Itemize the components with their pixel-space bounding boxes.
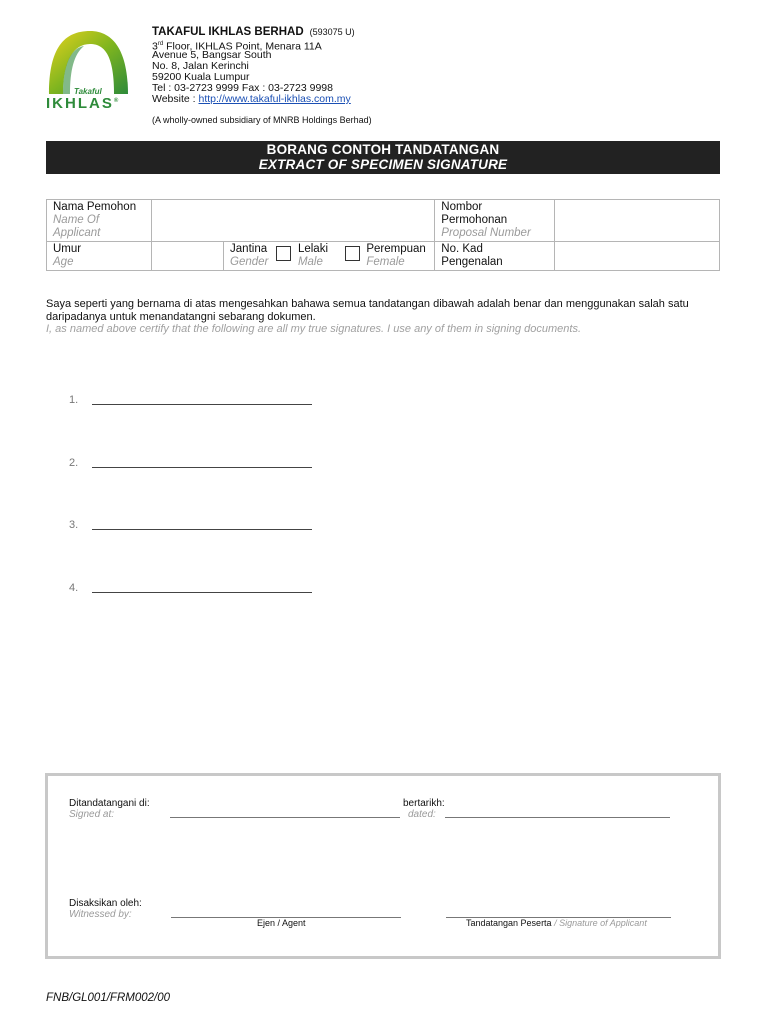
ic-label-1: No. Kad	[441, 243, 483, 255]
address-line-4: 59200 Kuala Lumpur	[152, 71, 250, 83]
gender-label: Jantina	[230, 243, 268, 255]
male-label: Lelaki	[297, 243, 329, 255]
female-label-cell	[364, 242, 434, 271]
website-line	[152, 94, 351, 105]
age-label-en: Age	[53, 256, 74, 268]
name-label-en: Name Of Applicant	[53, 214, 101, 239]
title-english: EXTRACT OF SPECIMEN SIGNATURE	[258, 157, 508, 172]
signature-line-1[interactable]	[69, 394, 78, 406]
declaration	[46, 298, 726, 336]
witnessed-text-en: Witnessed by:	[69, 909, 132, 920]
female-label: Perempuan	[366, 243, 426, 255]
proposal-label-2: Permohonan	[441, 214, 508, 226]
signed-at-text: Ditandatangani di:	[69, 798, 150, 809]
male-label-en: Male	[297, 256, 323, 268]
age-input-cell[interactable]	[151, 242, 223, 271]
proposal-input-cell[interactable]	[554, 200, 719, 242]
name-label-cell	[47, 200, 152, 242]
table-row	[47, 200, 720, 242]
ic-input-cell[interactable]	[554, 242, 719, 271]
address-line-2: Avenue 5, Bangsar South	[152, 49, 272, 61]
signed-at-line[interactable]	[170, 817, 400, 818]
declaration-english: I, as named above certify that the following are all my true signatures. I use any of them in signing documents.	[46, 323, 582, 335]
dated-text: bertarikh:	[403, 798, 445, 809]
applicant-caption-malay: Tandatangan Peserta	[466, 918, 552, 928]
declaration-malay: Saya seperti yang bernama di atas mengesahkan bahawa semua tandatangan dibawah adalah benar dan menggunakan salah satu daripadanya untuk menandatangni sebarang dokumen.	[46, 298, 689, 323]
floor-suffix: rd	[157, 41, 164, 47]
signature-number: 3.	[69, 519, 79, 531]
form-code: FNB/GL001/FRM002/00	[46, 992, 171, 1004]
signature-underline	[92, 404, 312, 405]
signature-number: 4.	[69, 582, 79, 594]
signature-underline	[92, 467, 312, 468]
signed-at-label	[69, 798, 150, 820]
phone-fax: Tel : 03-2723 9999 Fax : 03-2723 9998	[152, 82, 333, 94]
female-checkbox-cell	[343, 242, 364, 271]
floor-address: Floor, IKHLAS Point, Menara 11A	[163, 40, 322, 53]
applicant-caption-english: Signature of Applicant	[559, 918, 647, 928]
table-row	[47, 242, 720, 271]
logo-small-word: Takaful	[74, 87, 102, 96]
signature-line-4[interactable]	[69, 582, 78, 594]
male-checkbox[interactable]	[276, 246, 291, 261]
proposal-label-1: Nombor	[441, 201, 483, 213]
signature-line-3[interactable]	[69, 519, 78, 531]
signature-number: 2.	[69, 457, 79, 469]
applicant-caption	[466, 918, 647, 928]
logo-word: IKHLAS	[46, 95, 114, 112]
title-malay: BORANG CONTOH TANDATANGAN	[266, 142, 500, 157]
signature-underline	[92, 529, 312, 530]
form-title-bar	[46, 141, 720, 174]
signed-at-text-en: Signed at:	[69, 809, 115, 820]
dated-label	[403, 798, 445, 820]
company-name-line	[152, 27, 355, 38]
male-label-cell	[296, 242, 343, 271]
website-label: Website :	[152, 93, 199, 105]
dated-line[interactable]	[445, 817, 670, 818]
age-label-cell	[47, 242, 152, 271]
floor-number: 3	[152, 40, 158, 53]
website-link[interactable]: http://www.takaful-ikhlas.com.my	[198, 93, 351, 105]
caption-separator: /	[551, 918, 560, 928]
ic-label-2: Pengenalan	[441, 256, 503, 268]
registration-number: (593075 U)	[309, 27, 355, 37]
address-line-3: No. 8, Jalan Kerinchi	[152, 60, 249, 72]
agent-caption: Ejen / Agent	[257, 918, 306, 928]
applicant-details-table	[46, 199, 720, 271]
proposal-label-cell	[435, 200, 555, 242]
ic-label-cell	[435, 242, 555, 271]
witnessed-text: Disaksikan oleh:	[69, 898, 142, 909]
registered-mark: ®	[113, 98, 119, 104]
signature-line-2[interactable]	[69, 457, 78, 469]
male-checkbox-cell	[272, 242, 296, 271]
subsidiary-note: (A wholly-owned subsidiary of MNRB Holdings Berhad)	[152, 115, 372, 125]
name-input-cell[interactable]	[151, 200, 435, 242]
witness-box	[45, 773, 721, 959]
signature-underline	[92, 592, 312, 593]
female-checkbox[interactable]	[345, 246, 360, 261]
female-label-en: Female	[366, 256, 405, 268]
company-logo	[44, 28, 132, 112]
logo-large-word	[46, 95, 118, 112]
gender-label-cell	[224, 242, 272, 271]
witnessed-label	[69, 898, 142, 920]
signature-number: 1.	[69, 394, 79, 406]
company-name: TAKAFUL IKHLAS BERHAD	[152, 26, 304, 38]
proposal-label-en: Proposal Number	[441, 227, 531, 239]
dated-text-en: dated:	[408, 809, 436, 820]
age-label: Umur	[53, 243, 82, 255]
name-label: Nama Pemohon	[53, 201, 137, 213]
gender-label-en: Gender	[230, 256, 269, 268]
